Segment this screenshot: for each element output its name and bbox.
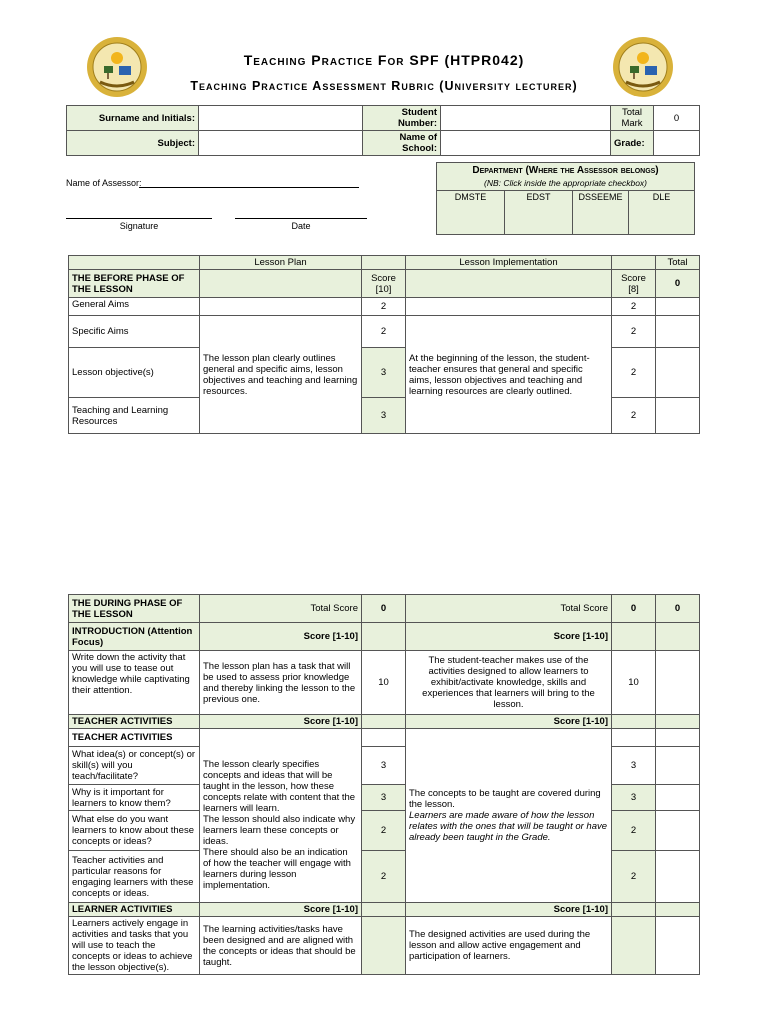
department-note: (NB: Click inside the appropriate checkbox) bbox=[484, 177, 648, 188]
intro-impl-description: The student-teacher makes use of the activities designed to allow learners to exhibit/activate knowledge, skills and experiences that learners will bring to the lesson. bbox=[406, 651, 612, 715]
lesson-implementation-header: Lesson Implementation bbox=[406, 256, 612, 270]
department-title: Department (Where the Assessor belongs) bbox=[472, 164, 659, 176]
during-phase-table bbox=[68, 594, 700, 975]
grade-field[interactable] bbox=[654, 131, 700, 156]
impl-score[interactable]: 2 bbox=[612, 398, 656, 434]
plan-score-range: Score [1-10] bbox=[200, 623, 362, 651]
row-label: Lesson objective(s) bbox=[69, 348, 200, 398]
intro-plan-description: The lesson plan has a task that will be used to assess prior knowledge and thereby linking the lesson to the previous one. bbox=[200, 651, 362, 715]
dept-option-dsseeme[interactable]: DSSEEME bbox=[573, 191, 629, 235]
plan-score-range: Score [1-10] bbox=[200, 903, 362, 917]
learner-question: Learners actively engage in activities and tasks that you will use to teach the concepts or ideas to achieve the lesson objective(s). bbox=[69, 917, 200, 975]
page-title: Teaching Practice For SPF (HTPR042) bbox=[243, 52, 525, 68]
grade-label: Grade: bbox=[611, 131, 654, 156]
intro-impl-score[interactable]: 10 bbox=[612, 651, 656, 715]
student-number-field[interactable] bbox=[441, 106, 611, 131]
learner-impl-description: The designed activities are used during the lesson and allow active engagement and participation of learners. bbox=[406, 917, 612, 975]
date-line[interactable] bbox=[235, 218, 367, 219]
impl-score-range: Score [1-10] bbox=[406, 623, 612, 651]
before-phase-label: THE BEFORE PHASE OF THE LESSON bbox=[69, 270, 200, 298]
teacher-plan-score[interactable]: 3 bbox=[362, 785, 406, 811]
impl-score-range: Score [1-10] bbox=[406, 903, 612, 917]
plan-score-range: Score [1-10] bbox=[200, 715, 362, 729]
teacher-question: Teacher activities and particular reasons for engaging learners with these concepts or ideas. bbox=[69, 851, 200, 903]
plan-score[interactable]: 3 bbox=[362, 348, 406, 398]
during-phase-label: THE DURING PHASE OF THE LESSON bbox=[69, 595, 200, 623]
teacher-plan-score[interactable]: 3 bbox=[362, 747, 406, 785]
teacher-question: What else do you want learners to know about these concepts or ideas? bbox=[69, 811, 200, 851]
impl-total-score-label: Total Score bbox=[406, 595, 612, 623]
impl-score-range: Score [1-10] bbox=[406, 715, 612, 729]
learner-activities-header: LEARNER ACTIVITIES bbox=[69, 903, 200, 917]
teacher-question: Why is it important for learners to know them? bbox=[69, 785, 200, 811]
impl-total-score-value: 0 bbox=[612, 595, 656, 623]
impl-score[interactable]: 2 bbox=[612, 348, 656, 398]
impl-score[interactable]: 2 bbox=[612, 298, 656, 316]
intro-plan-score[interactable]: 10 bbox=[362, 651, 406, 715]
dept-option-dmste[interactable]: DMSTE bbox=[437, 191, 505, 235]
plan-score[interactable]: 2 bbox=[362, 298, 406, 316]
page-subtitle: Teaching Practice Assessment Rubric (University lecturer) bbox=[190, 79, 578, 93]
before-phase-table bbox=[68, 255, 700, 434]
total-header: Total bbox=[656, 256, 700, 270]
assessor-name-line[interactable] bbox=[139, 187, 359, 188]
teacher-activities-label: TEACHER ACTIVITIES bbox=[69, 729, 200, 747]
assessor-name-label: Name of Assessor: bbox=[66, 178, 142, 188]
before-total-value: 0 bbox=[656, 270, 700, 298]
before-impl-description: At the beginning of the lesson, the student-teacher ensures that general and specific aims, lesson objectives and teaching and learning resources are clearly outlined. bbox=[406, 316, 612, 434]
signature-line[interactable] bbox=[66, 218, 212, 219]
introduction-label: INTRODUCTION (Attention Focus) bbox=[69, 623, 200, 651]
signature-label: Signature bbox=[119, 221, 159, 231]
student-number-label: Student Number: bbox=[363, 106, 441, 131]
teacher-impl-score[interactable]: 3 bbox=[612, 747, 656, 785]
plan-total-score-label: Total Score bbox=[200, 595, 362, 623]
plan-total-score-value: 0 bbox=[362, 595, 406, 623]
dept-option-dle[interactable]: DLE bbox=[629, 191, 695, 235]
learner-impl-score[interactable] bbox=[612, 917, 656, 975]
department-table bbox=[436, 162, 695, 235]
total-mark-value: 0 bbox=[654, 106, 700, 131]
surname-field[interactable] bbox=[199, 106, 363, 131]
school-field[interactable] bbox=[441, 131, 611, 156]
plan-score[interactable]: 2 bbox=[362, 316, 406, 348]
surname-label: Surname and Initials: bbox=[67, 106, 199, 131]
teacher-impl-description-note: Learners are made aware of how the lesson relates with the ones that will be taught or have already been taught in the Grade. bbox=[409, 810, 608, 843]
teacher-impl-description: The concepts to be taught are covered during the lesson. bbox=[409, 788, 601, 810]
row-label: Specific Aims bbox=[69, 316, 200, 348]
impl-score-header: Score [8] bbox=[612, 270, 656, 298]
subject-field[interactable] bbox=[199, 131, 363, 156]
subject-label: Subject: bbox=[67, 131, 199, 156]
teacher-activities-header: TEACHER ACTIVITIES bbox=[69, 715, 200, 729]
row-label: Teaching and Learning Resources bbox=[69, 398, 200, 434]
student-info-table bbox=[66, 105, 700, 156]
teacher-impl-score[interactable]: 3 bbox=[612, 785, 656, 811]
intro-question: Write down the activity that you will use to tease out knowledge while captivating their attention. bbox=[69, 651, 200, 715]
lesson-plan-header: Lesson Plan bbox=[200, 256, 362, 270]
teacher-plan-description: The lesson clearly specifies concepts and ideas that will be taught in the lesson, how these concepts relate with content that the learners will learn. The lesson should also indicate why learners learn these concepts or ideas. There should also be an indication of how the teacher will engage with learners during lesson implementation. bbox=[200, 729, 362, 903]
plan-score[interactable]: 3 bbox=[362, 398, 406, 434]
impl-score[interactable]: 2 bbox=[612, 316, 656, 348]
teacher-impl-score[interactable]: 2 bbox=[612, 811, 656, 851]
total-mark-label: Total Mark bbox=[611, 106, 654, 131]
row-label: General Aims bbox=[69, 298, 200, 316]
plan-score-header: Score [10] bbox=[362, 270, 406, 298]
date-label: Date bbox=[291, 221, 311, 231]
teacher-plan-score[interactable]: 2 bbox=[362, 811, 406, 851]
learner-plan-score[interactable] bbox=[362, 917, 406, 975]
school-label: Name of School: bbox=[363, 131, 441, 156]
teacher-impl-score[interactable]: 2 bbox=[612, 851, 656, 903]
during-grand-total: 0 bbox=[656, 595, 700, 623]
teacher-plan-score[interactable]: 2 bbox=[362, 851, 406, 903]
teacher-impl-description-cell bbox=[406, 729, 612, 903]
learner-plan-description: The learning activities/tasks have been designed and are aligned with the concepts or ideas that should be taught. bbox=[200, 917, 362, 975]
before-plan-description: The lesson plan clearly outlines general and specific aims, lesson objectives and teaching and learning resources. bbox=[200, 316, 362, 434]
teacher-question: What idea(s) or concept(s) or skill(s) will you teach/facilitate? bbox=[69, 747, 200, 785]
dept-option-edst[interactable]: EDST bbox=[505, 191, 573, 235]
